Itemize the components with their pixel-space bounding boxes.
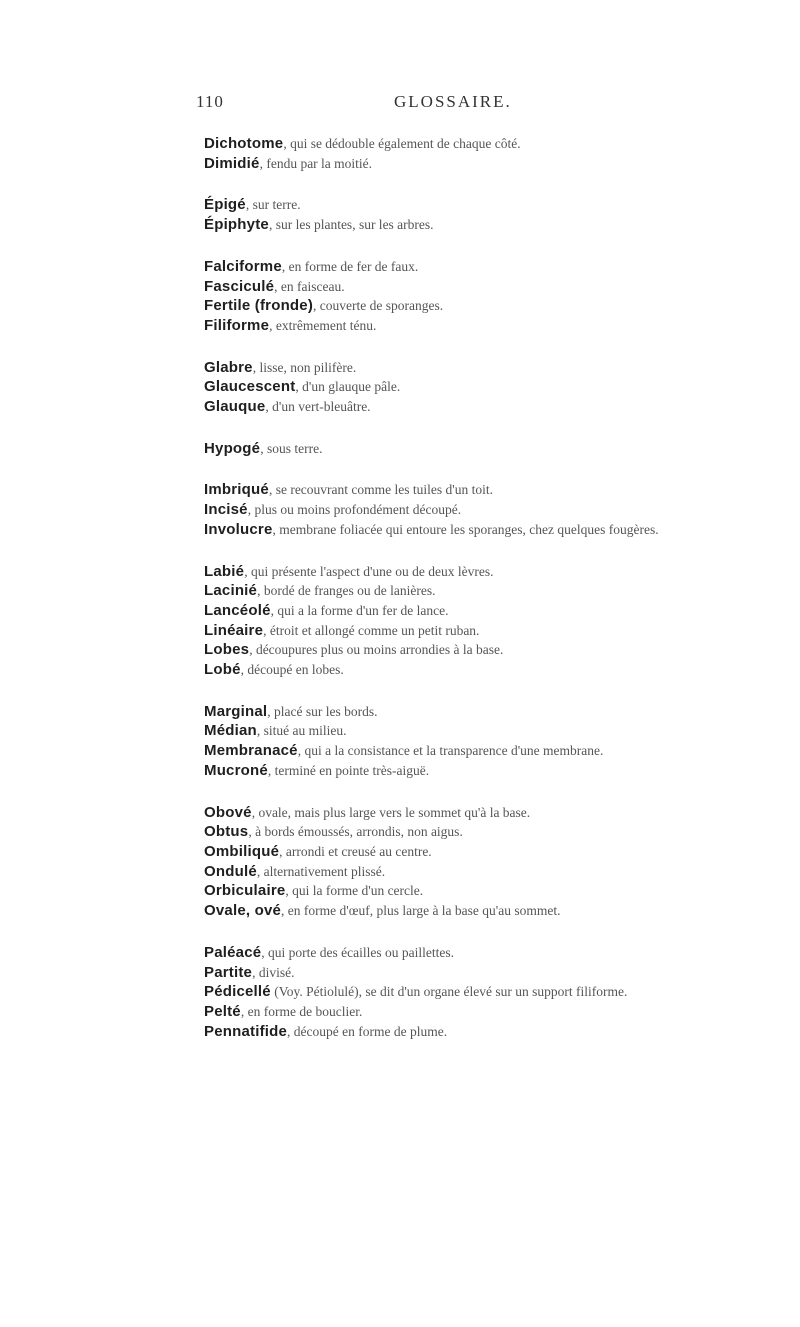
page-number: 110 (196, 92, 224, 111)
entry-term: Involucre (204, 520, 273, 538)
entry-term: Fertile (fronde) (204, 297, 314, 315)
entry-term: Marginal (204, 702, 268, 720)
entry-term: Glaucescent (204, 378, 296, 396)
glossary-entry (204, 601, 764, 621)
entry-definition: , qui a la forme d'un fer de lance. (270, 602, 449, 618)
glossary-entry (204, 134, 764, 154)
entry-term: Lobes (204, 641, 250, 659)
entry-term: Membranacé (204, 742, 298, 760)
entry-definition: , membrane foliacée qui entoure les sporanges, chez quelques fougères. (272, 521, 659, 537)
entry-term: Falciforme (204, 257, 282, 275)
glossary-group (204, 803, 764, 921)
entry-definition: , en faisceau. (274, 278, 345, 294)
entry-term: Fasciculé (204, 277, 275, 295)
glossary-entry (204, 296, 764, 316)
glossary-entry (204, 640, 764, 660)
entry-term: Pennatifide (204, 1022, 288, 1040)
glossary-group (204, 257, 764, 336)
entry-term: Obové (204, 803, 252, 821)
entry-term: Imbriqué (204, 481, 269, 499)
entry-definition: (Voy. Pétiolulé), se dit d'un organe élevé sur un support filiforme. (270, 984, 628, 1000)
entry-definition: , qui présente l'aspect d'une ou de deux lèvres. (244, 563, 494, 579)
glossary-entry (204, 500, 764, 520)
entry-definition: , lisse, non pilifère. (252, 359, 357, 375)
glossary-entry (204, 943, 764, 963)
glossary-entry (204, 881, 764, 901)
entry-term: Dichotome (204, 135, 284, 152)
entry-definition: , à bords émoussés, arrondis, non aigus. (248, 824, 463, 840)
glossary-entry (204, 982, 764, 1002)
glossary-entry (204, 702, 764, 722)
entry-definition: , situé au milieu. (256, 723, 347, 739)
entry-definition: , d'un vert-bleuâtre. (265, 399, 371, 415)
entry-term: Incisé (204, 501, 248, 519)
entry-definition: , d'un glauque pâle. (295, 379, 401, 395)
glossary-group (204, 562, 764, 680)
glossary-entry (204, 761, 764, 781)
glossary-entry (204, 822, 764, 842)
glossary-group (204, 702, 764, 781)
entry-definition: , sous terre. (260, 440, 323, 456)
entry-definition: , en forme de fer de faux. (281, 258, 419, 274)
entry-definition: , placé sur les bords. (267, 703, 378, 719)
entry-term: Labié (204, 562, 245, 580)
glossary-group (204, 480, 764, 539)
entry-definition: , ovale, mais plus large vers le sommet qu'à la base. (251, 804, 531, 820)
entry-definition: , qui la forme d'un cercle. (285, 883, 424, 899)
glossary-entry (204, 520, 764, 540)
glossary-group (204, 134, 764, 173)
glossary-group (204, 943, 764, 1042)
glossary-group (204, 195, 764, 234)
entry-term: Obtus (204, 823, 249, 841)
entry-term: Épigé (204, 196, 246, 214)
glossary-entry (204, 215, 764, 235)
entry-definition: , fendu par la moitié. (259, 155, 373, 171)
glossary-entry (204, 721, 764, 741)
glossary-entry (204, 862, 764, 882)
entry-term: Épiphyte (204, 216, 269, 234)
entry-definition: , bordé de franges ou de lanières. (257, 583, 436, 599)
entry-definition: , divisé. (252, 964, 295, 980)
glossary-group (204, 358, 764, 417)
entry-term: Dimidié (204, 154, 260, 172)
entry-term: Pédicellé (204, 983, 271, 1001)
entry-definition: , en forme de bouclier. (240, 1003, 363, 1019)
entry-definition: , arrondi et creusé au centre. (279, 843, 432, 859)
entry-term: Ovale, ové (204, 902, 282, 920)
entry-term: Ondulé (204, 862, 257, 880)
entry-definition: , découpures plus ou moins arrondies à la base. (249, 642, 504, 658)
entry-term: Hypogé (204, 439, 261, 457)
entry-definition: , se recouvrant comme les tuiles d'un toit. (268, 482, 493, 498)
entry-term: Médian (204, 722, 257, 740)
glossary-entry (204, 621, 764, 641)
entry-term: Ombiliqué (204, 842, 280, 860)
glossary-entry (204, 581, 764, 601)
glossary-entry (204, 257, 764, 277)
entry-definition: , sur terre. (245, 197, 301, 213)
entry-term: Paléacé (204, 943, 262, 961)
entry-definition: , étroit et allongé comme un petit ruban. (263, 622, 480, 638)
glossary-entry (204, 1022, 764, 1042)
glossary-entry (204, 480, 764, 500)
glossary-entry (204, 358, 764, 378)
entry-definition: , découpé en lobes. (240, 662, 344, 678)
glossary-entry (204, 660, 764, 680)
glossary-entry (204, 377, 764, 397)
entry-definition: , plus ou moins profondément découpé. (247, 502, 462, 518)
glossary-entry (204, 562, 764, 582)
entry-definition: , qui a la consistance et la transparence d'une membrane. (297, 743, 604, 759)
entry-term: Partite (204, 963, 253, 981)
entry-definition: , sur les plantes, sur les arbres. (268, 217, 434, 233)
entry-term: Lancéolé (204, 601, 271, 619)
entry-definition: , extrêmement ténu. (269, 317, 377, 333)
entry-term: Glabre (204, 358, 253, 376)
page-header (196, 92, 616, 116)
entry-term: Lobé (204, 661, 241, 679)
glossary-entry (204, 1002, 764, 1022)
glossary-entry (204, 439, 764, 459)
glossary-entry (204, 963, 764, 983)
glossary-entry (204, 277, 764, 297)
entry-term: Glauque (204, 398, 266, 416)
glossary-group (204, 439, 764, 459)
running-title: GLOSSAIRE. (394, 92, 512, 111)
glossary-entry (204, 842, 764, 862)
entry-definition: , terminé en pointe très-aiguë. (267, 762, 430, 778)
glossary-entry (204, 195, 764, 215)
glossary-entry (204, 154, 764, 174)
entry-definition: , qui se dédouble également de chaque côté. (283, 136, 521, 151)
entry-definition: , couverte de sporanges. (313, 298, 444, 314)
glossary-entry (204, 803, 764, 823)
entry-term: Filiforme (204, 316, 270, 334)
entry-term: Mucroné (204, 761, 268, 779)
glossary-entry (204, 741, 764, 761)
entry-term: Pelté (204, 1002, 241, 1020)
entry-definition: , qui porte des écailles ou paillettes. (261, 944, 454, 960)
entry-definition: , découpé en forme de plume. (287, 1023, 448, 1039)
entry-term: Lacinié (204, 582, 258, 600)
entry-term: Orbiculaire (204, 882, 286, 900)
glossary-entries (204, 134, 764, 1063)
glossary-entry (204, 397, 764, 417)
entry-definition: , alternativement plissé. (256, 863, 386, 879)
entry-term: Linéaire (204, 621, 264, 639)
entry-definition: , en forme d'œuf, plus large à la base qu'au sommet. (281, 903, 561, 919)
glossary-entry (204, 316, 764, 336)
glossary-entry (204, 901, 764, 921)
